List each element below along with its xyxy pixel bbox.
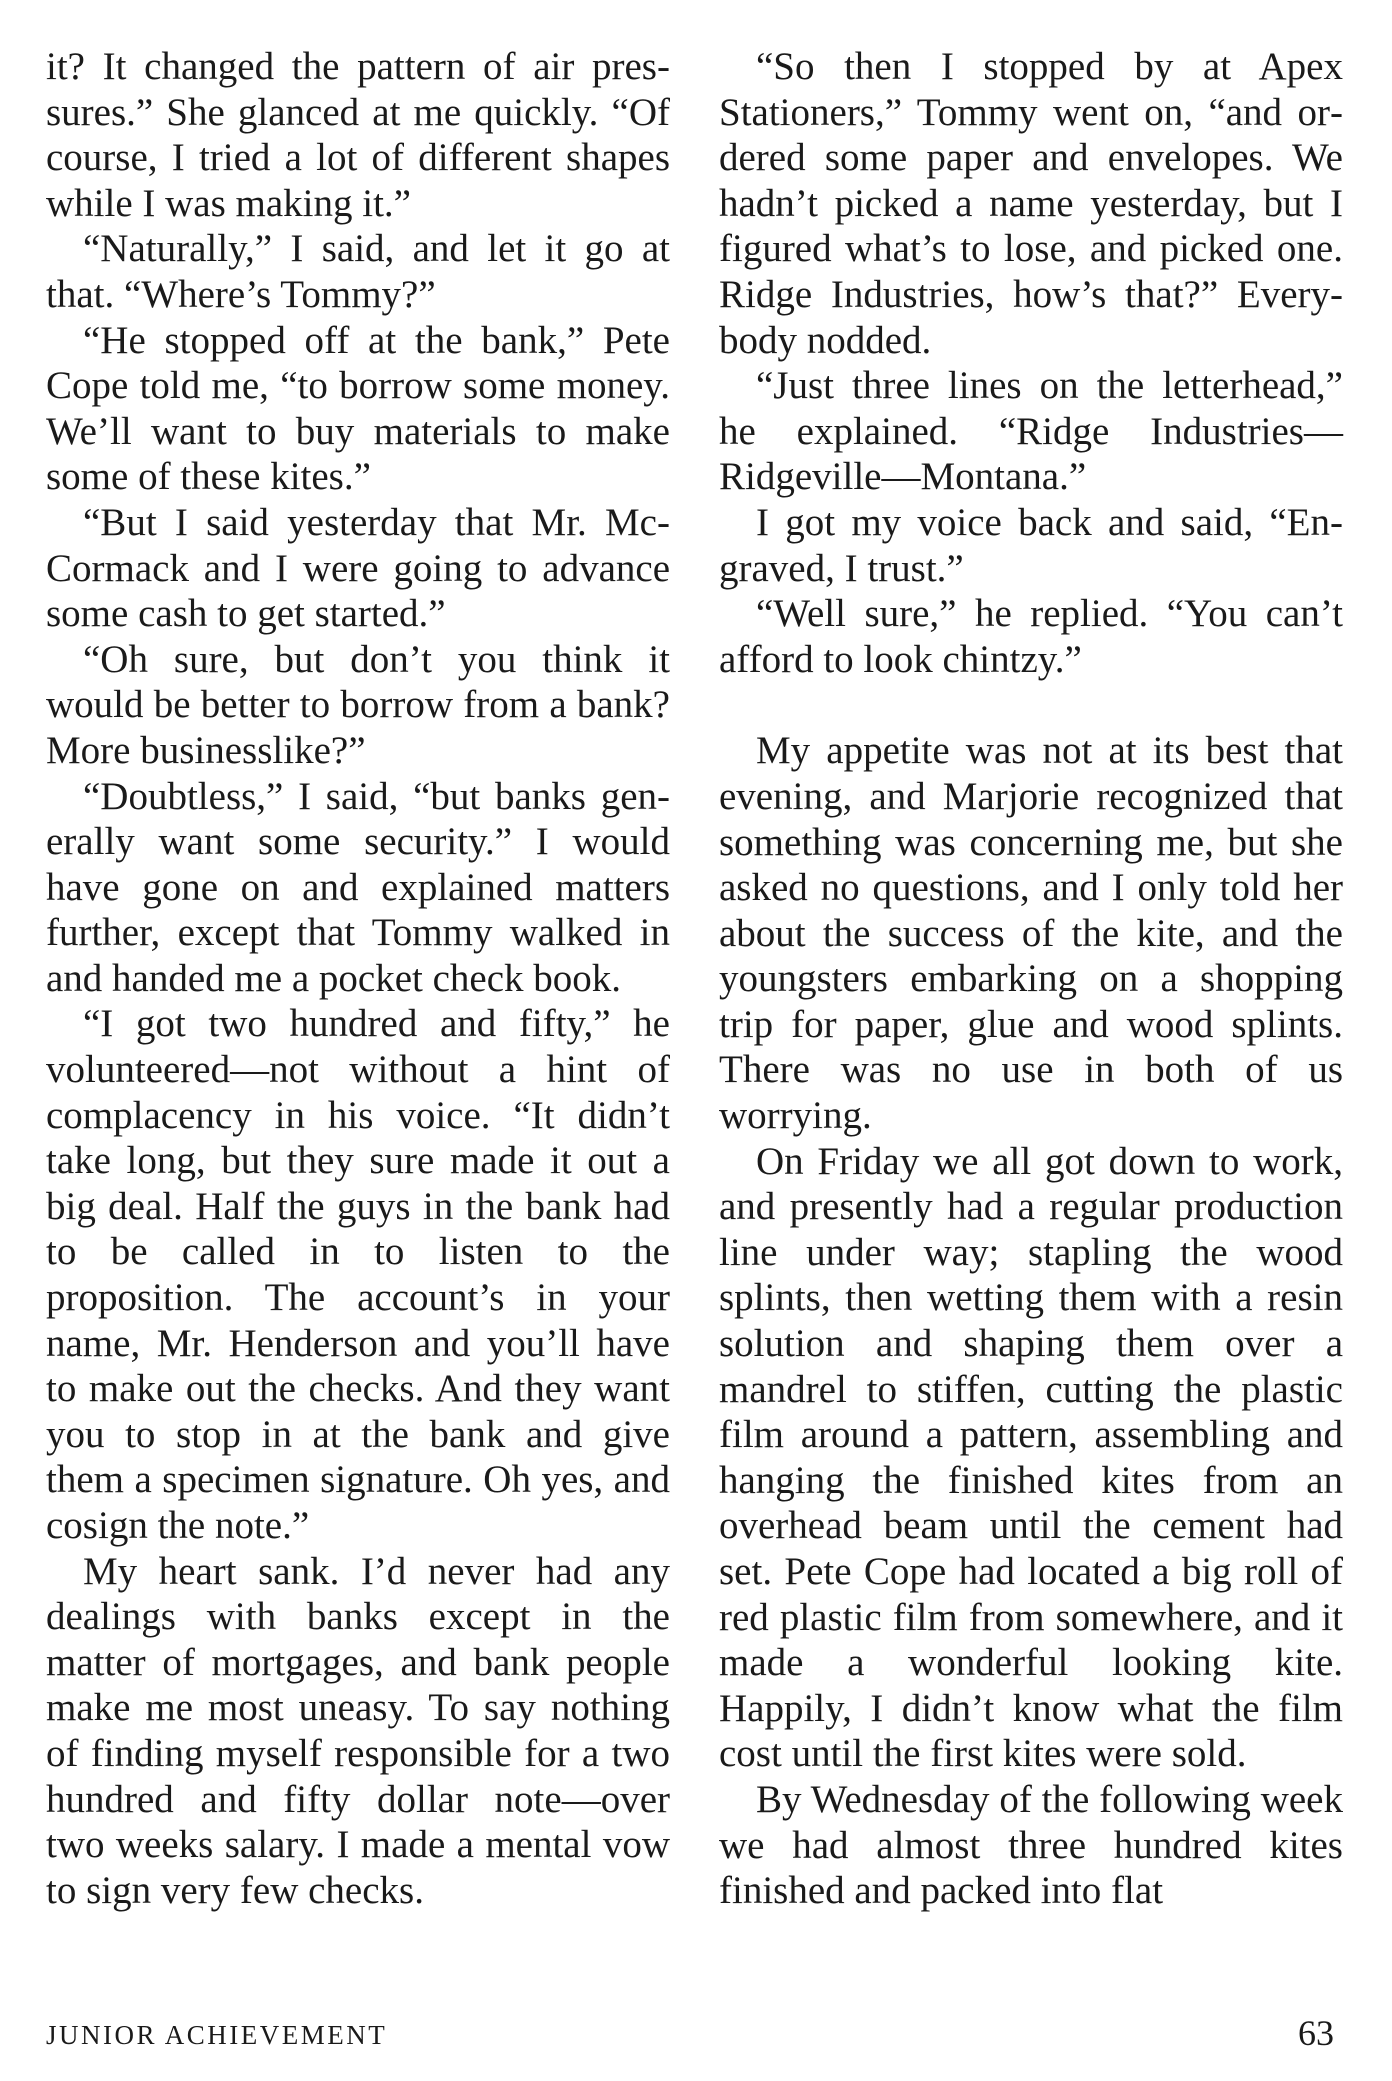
paragraph: By Wednesday of the following week we had almost three hundred kites finished and packed into flat	[719, 1777, 1343, 1913]
paragraph: I got my voice back and said, “Engraved, I trust.”	[719, 500, 1343, 590]
paragraph: “Oh sure, but don’t you think it would be better to borrow from a bank? More businesslike?”	[46, 637, 670, 772]
paragraph: “Just three lines on the letterhead,” he explained. “Ridge Industries—Ridgeville—Montana.”	[719, 364, 1343, 499]
paragraph: “So then I stopped by at Apex Stationers,” Tommy went on, “and ordered some paper and envelopes. We hadn’t picked a name yesterday, but I figured what’s to lose, and picked one. Ridge Industries, how’s that?” Everybody nodded.	[719, 45, 1343, 362]
paragraph: “Doubtless,” I said, “but banks generally want some security.” I would have gone on and explained matters further, except that Tommy walked in and handed me a pocket check book.	[46, 774, 670, 1000]
paragraph: My appetite was not at its best that evening, and Marjorie recognized that something was concerning me, but she asked no questions, and I only told her about the success of the kite, and the youngsters embarking on a shopping trip for paper, glue and wood splints. There was no use in both of us worrying.	[719, 729, 1343, 1138]
right-text-column	[719, 44, 1343, 1914]
paragraph: it? It changed the pattern of air pressures.” She glanced at me quickly. “Of course, I tried a lot of different shapes while I was making it.”	[46, 45, 670, 225]
paragraph: On Friday we all got down to work, and presently had a regular production line under way; stapling the wood splints, then wetting them with a resin solution and shaping them over a mandrel to stiffen, cutting the plastic film around a pattern, assembling and hanging the finished kites from an overhead beam until the cement had set. Pete Cope had located a big roll of red plastic film from somewhere, and it made a wonderful looking kite. Happily, I didn’t know what the film cost until the first kites were sold.	[719, 1139, 1343, 1776]
paragraph: “Naturally,” I said, and let it go at that. “Where’s Tommy?”	[46, 227, 670, 316]
left-text-column	[46, 44, 670, 1913]
paragraph: “I got two hundred and fifty,” he volunteered—not without a hint of complacency in his voice. “It didn’t take long, but they sure made it out a big deal. Half the guys in the bank had to be called in to listen to the proposition. The account’s in your name, Mr. Henderson and you’ll have to make out the checks. And they want you to stop in at the bank and give them a specimen signature. Oh yes, and cosign the note.”	[46, 1002, 670, 1547]
paragraph: “But I said yesterday that Mr. McCormack and I were going to advance some cash to get started.”	[46, 500, 670, 636]
paragraph: “Well sure,” he replied. “You can’t afford to look chintzy.”	[719, 592, 1343, 681]
running-footer-title: JUNIOR ACHIEVEMENT	[46, 2020, 388, 2050]
paragraph: My heart sank. I’d never had any dealings with banks except in the matter of mortgages, and bank people make me most uneasy. To say nothing of finding myself responsible for a two hundred and fifty dollar note—over two weeks salary. I made a mental vow to sign very few checks.	[46, 1549, 670, 1912]
page-number: 63	[1298, 2013, 1334, 2053]
paragraph: “He stopped off at the bank,” Pete Cope told me, “to borrow some money. We’ll want to buy materials to make some of these kites.”	[46, 318, 670, 499]
